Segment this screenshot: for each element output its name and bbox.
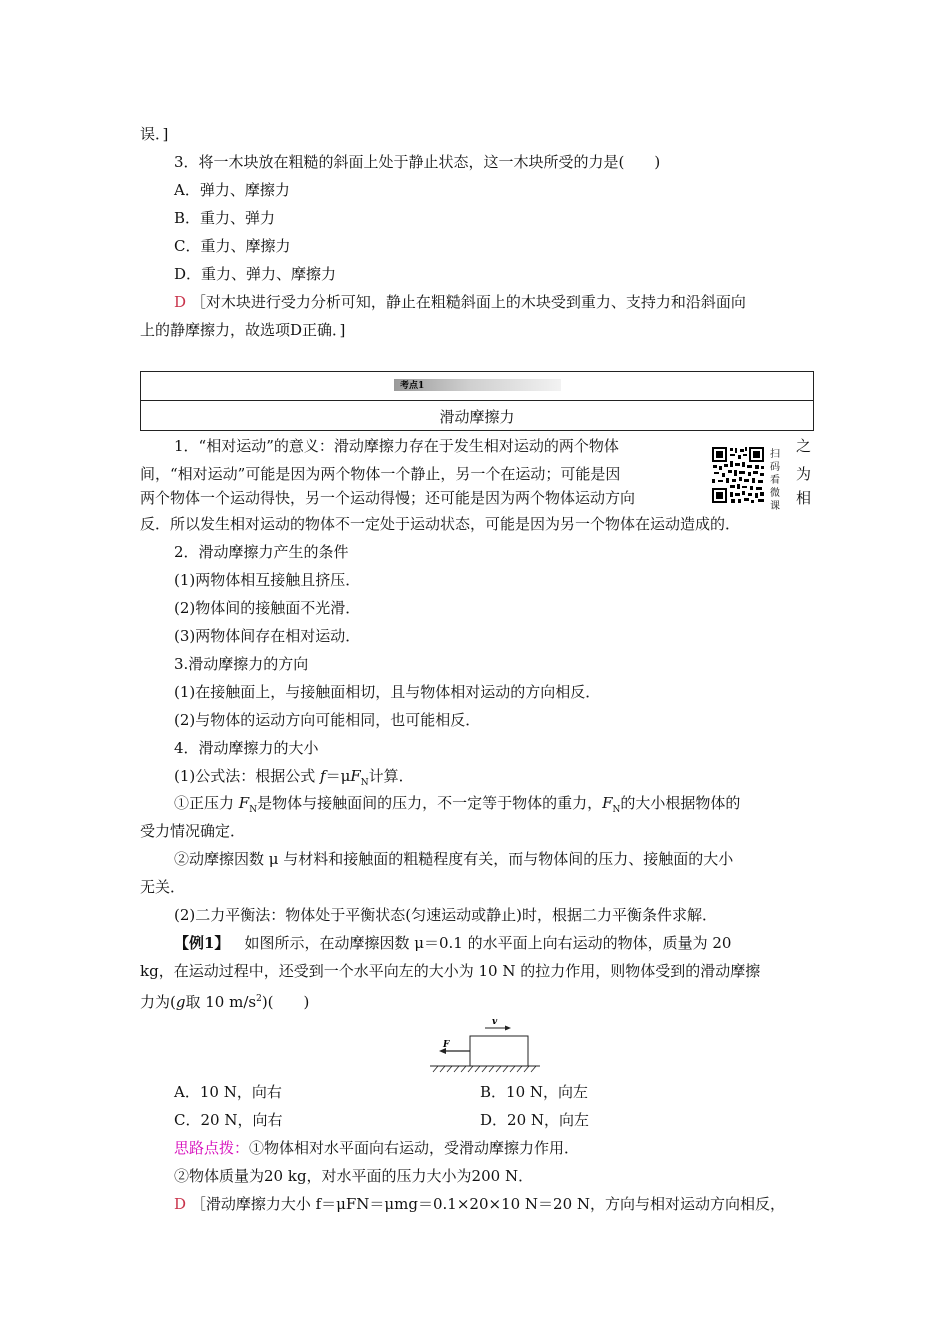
question-3-explanation-text: ［对木块进行受力分析可知，静止在粗糙斜面上的木块受到重力、支持力和沿斜面向 — [190, 293, 746, 311]
paragraph-1-line2-end: 为 — [796, 465, 812, 483]
magnitude-balance-method: (2)二力平衡法：物体处于平衡状态(匀速运动或静止)时，根据二力平衡条件求解． — [174, 906, 717, 924]
paragraph-1-line3-end: 相 — [796, 489, 812, 507]
example-1-option-c: C．20 N，向右 — [174, 1111, 283, 1129]
question-3-explanation-line1 — [174, 292, 746, 312]
example-1-hint-2: ②物体质量为20 kg，对水平面的压力大小为200 N． — [174, 1167, 534, 1185]
direction-2: (2)与物体的运动方向可能相同，也可能相反． — [174, 711, 481, 729]
previous-text-tail: 误．] — [140, 125, 169, 143]
example-1-label: 【例1】 — [174, 934, 230, 952]
magnitude-note-2-line2: 无关． — [140, 878, 186, 896]
section-header-box — [140, 371, 814, 400]
qr-code-icon[interactable] — [711, 446, 765, 504]
section-title-box — [140, 400, 814, 431]
example-1-option-d: D．20 N，向左 — [480, 1111, 590, 1129]
direction-1: (1)在接触面上，与接触面相切，且与物体相对运动的方向相反． — [174, 683, 601, 701]
heading-conditions: 2．滑动摩擦力产生的条件 — [174, 543, 349, 561]
question-3-stem: 3．将一木块放在粗糙的斜面上处于静止状态，这一木块所受的力是( ) — [174, 153, 661, 171]
example-1-stem-line3: 力为(g取 10 $m/s^2$)( ) — [140, 993, 310, 1011]
example-1-option-a: A．10 N，向右 — [174, 1083, 282, 1101]
question-3-option-c: C．重力、摩擦力 — [174, 237, 291, 255]
velocity-arrowhead — [505, 1026, 511, 1031]
paragraph-1-line1-end: 之 — [796, 437, 812, 455]
magnitude-note-2-line1: ②动摩擦因数 μ 与材料和接触面的粗糙程度有关，而与物体间的压力、接触面的大小 — [174, 850, 734, 868]
question-3-option-d: D．重力、弹力、摩擦力 — [174, 265, 337, 283]
heading-direction: 3.滑动摩擦力的方向 — [174, 655, 309, 673]
heading-magnitude: 4．滑动摩擦力的大小 — [174, 739, 319, 757]
example-1-solution: D ［滑动摩擦力大小 f＝μFN＝μmg＝0.1×20×10 N＝20 N，方向与相对运动方向相反， — [174, 1195, 786, 1213]
question-3-option-b: B．重力、弹力 — [174, 209, 276, 227]
section-tag — [394, 379, 561, 391]
example-1-answer: D — [174, 1195, 187, 1213]
section-title: 滑动摩擦力 — [439, 408, 515, 426]
paragraph-1-line4: 反．所以发生相对运动的物体不一定处于运动状态，可能是因为另一个物体在运动造成的． — [140, 515, 741, 533]
condition-1: (1)两物体相互接触且挤压． — [174, 571, 361, 589]
question-3-option-a: A．弹力、摩擦力 — [174, 181, 290, 199]
magnitude-formula: (1)公式法：根据公式 $f=\mu F_N$计算． — [174, 767, 414, 788]
magnitude-note-1-line1: ①正压力 $F_N$是物体与接触面间的压力，不一定等于物体的重力，$F_N$的大小根据物体的 — [174, 794, 741, 815]
example-1-stem-line1: 【例1】 如图所示，在动摩擦因数 μ＝0.1 的水平面上向右运动的物体，质量为 20 — [174, 934, 732, 952]
paragraph-1-line3: 两个物体一个运动得快，另一个运动得慢；还可能是因为两个物体运动方向 — [140, 489, 636, 507]
paragraph-1-line1: 1．“相对运动”的意义：滑动摩擦力存在于发生相对运动的两个物体 — [174, 437, 619, 455]
hint-label: 思路点拨： — [174, 1139, 250, 1157]
section-tag-label: 考点1 — [400, 381, 425, 391]
condition-3: (3)两物体间存在相对运动． — [174, 627, 361, 645]
block-force-diagram — [425, 1014, 545, 1084]
qr-caption: 扫 码 看 微 课 — [770, 449, 780, 512]
example-1-option-b: B．10 N，向左 — [480, 1083, 589, 1101]
force-label: F — [443, 1040, 450, 1050]
ground-hatching — [433, 1066, 536, 1072]
condition-2: (2)物体间的接触面不光滑． — [174, 599, 361, 617]
block-shape — [470, 1036, 528, 1066]
example-1-stem-line2: kg，在运动过程中，还受到一个水平向左的大小为 10 N 的拉力作用，则物体受到的滑动摩擦 — [140, 962, 761, 980]
example-1-hint-1: 思路点拨：①物体相对水平面向右运动，受滑动摩擦力作用． — [174, 1139, 580, 1157]
question-3-answer: D — [174, 293, 187, 311]
velocity-label: v — [492, 1017, 498, 1027]
paragraph-1-line2: 间，“相对运动”可能是因为两个物体一个静止，另一个在运动；可能是因 — [140, 465, 621, 483]
question-3-explanation-line2: 上的静摩擦力，故选项D正确．] — [140, 321, 346, 339]
magnitude-note-1-line2: 受力情况确定． — [140, 822, 246, 840]
